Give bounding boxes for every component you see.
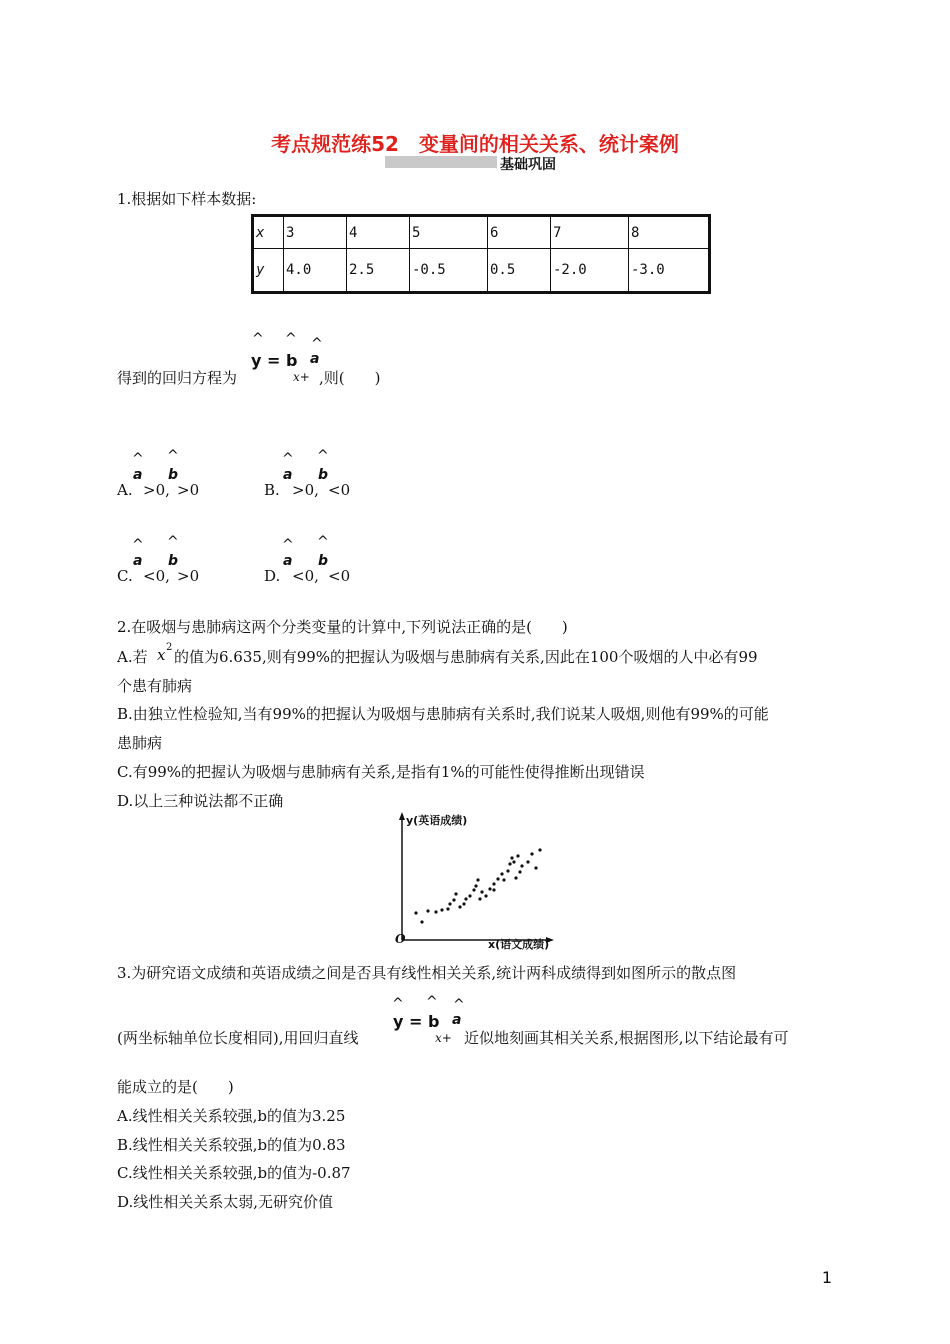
q3-stem-end: 能成立的是( ): [117, 1078, 234, 1096]
hat-mark: ^: [392, 996, 404, 1012]
y-axis-arrow: [399, 812, 405, 820]
scatter-points: [414, 848, 541, 923]
q3-option-c: C.线性相关关系较强,b的值为-0.87: [117, 1164, 351, 1182]
q2-option-d: D.以上三种说法都不正确: [117, 792, 284, 810]
table-cell: 8: [629, 216, 710, 249]
a-hat-symbol: a: [283, 553, 293, 569]
regression-x-term: x+: [293, 370, 310, 384]
scatter-point: [530, 852, 533, 855]
option-b-label: B.: [264, 481, 280, 499]
option-d-rel2: <0: [328, 567, 351, 585]
q3-stem-cont-suffix: 近似地刻画其相关关系,根据图形,以下结论最有可: [464, 1029, 789, 1047]
q3-stem-cont-prefix: (两坐标轴单位长度相同),用回归直线: [117, 1029, 359, 1047]
q2-option-a-cont: 个患有肺病: [117, 677, 193, 695]
q2-option-b: B.由独立性检验知,当有99%的把握认为吸烟与患肺病有关系时,我们说某人吸烟,则他有99%的可能: [117, 705, 769, 723]
q3-stem: 3.为研究语文成绩和英语成绩之间是否具有线性相关关系,统计两科成绩得到如图所示的散点图: [117, 964, 737, 982]
scatter-point: [434, 910, 437, 913]
table-cell: 4.0: [284, 249, 347, 293]
table-row-y: [253, 249, 710, 293]
scatter-point: [514, 876, 517, 879]
table-cell: 4: [347, 216, 410, 249]
hat-mark: ^: [317, 448, 329, 464]
table-cell: 5: [410, 216, 488, 249]
hat-mark: ^: [282, 451, 294, 467]
scatter-point: [452, 898, 455, 901]
section-bar: [385, 156, 497, 168]
chi-square-symbol: x: [157, 646, 166, 664]
option-a-rel2: >0: [177, 481, 200, 499]
scatter-origin: O: [395, 932, 406, 946]
table-cell: -3.0: [629, 249, 710, 293]
scatter-point: [474, 884, 477, 887]
table-cell: -0.5: [410, 249, 488, 293]
option-d-label: D.: [264, 567, 281, 585]
scatter-point: [510, 856, 513, 859]
table-cell: 2.5: [347, 249, 410, 293]
page-number: 1: [821, 1268, 832, 1287]
section-title: 基础巩固: [500, 157, 556, 173]
table-cell-y-label: y: [253, 249, 284, 293]
scatter-point: [448, 902, 451, 905]
hat-mark: ^: [167, 534, 179, 550]
hat-mark: ^: [252, 331, 264, 347]
scatter-point: [458, 905, 461, 908]
hat-mark: ^: [282, 537, 294, 553]
scatter-point: [454, 892, 457, 895]
a-hat-symbol: a: [133, 467, 143, 483]
b-hat-symbol: b: [168, 467, 179, 483]
q1-regression-prefix: 得到的回归方程为: [117, 369, 238, 387]
sample-data-table: [251, 214, 711, 294]
chi-square-exponent: 2: [166, 642, 173, 653]
scatter-point: [478, 897, 481, 900]
scatter-point: [414, 911, 417, 914]
scatter-point: [426, 909, 429, 912]
scatter-point: [440, 908, 443, 911]
q2-option-b-cont: 患肺病: [117, 734, 163, 752]
table-cell: -2.0: [551, 249, 629, 293]
q2-option-c: C.有99%的把握认为吸烟与患肺病有关系,是指有1%的可能性使得推断出现错误: [117, 763, 645, 781]
scatter-point: [516, 854, 519, 857]
scatter-point: [526, 860, 529, 863]
scatter-point: [506, 869, 509, 872]
a-hat-symbol: a: [310, 351, 320, 367]
a-hat-symbol: a: [283, 467, 293, 483]
scatter-point: [500, 872, 503, 875]
hat-mark: ^: [285, 331, 297, 347]
scatter-point: [520, 864, 523, 867]
q3-option-b: B.线性相关关系较强,b的值为0.83: [117, 1136, 346, 1154]
scatter-point: [492, 882, 495, 885]
scatter-point: [480, 890, 483, 893]
q3-option-a: A.线性相关关系较强,b的值为3.25: [117, 1107, 346, 1125]
table-cell: 3: [284, 216, 347, 249]
option-b-rel2: <0: [328, 481, 351, 499]
scatter-point: [488, 887, 491, 890]
scatter-point: [464, 897, 467, 900]
regression-equation: y = b: [251, 351, 298, 370]
scatter-point: [502, 878, 505, 881]
a-hat-symbol: a: [452, 1012, 462, 1028]
b-hat-symbol: b: [318, 553, 329, 569]
table-cell: 6: [488, 216, 551, 249]
scatter-point: [472, 888, 475, 891]
page-title: 考点规范练52 变量间的相关关系、统计案例: [271, 132, 679, 156]
scatter-plot: [390, 810, 570, 952]
q1-regression-suffix: ,则( ): [319, 369, 381, 387]
hat-mark: ^: [453, 997, 465, 1013]
option-a-label: A.: [117, 481, 133, 499]
hat-mark: ^: [132, 537, 144, 553]
scatter-point: [538, 848, 541, 851]
regression-line-eq: y = b: [393, 1012, 440, 1031]
scatter-point: [420, 920, 423, 923]
a-hat-symbol: a: [133, 553, 143, 569]
scatter-point: [484, 894, 487, 897]
scatter-point: [534, 866, 537, 869]
scatter-point: [492, 888, 495, 891]
option-c-rel2: >0: [177, 567, 200, 585]
scatter-point: [468, 894, 471, 897]
option-a-rel1: >0,: [143, 481, 170, 499]
table-cell: 7: [551, 216, 629, 249]
table-row-x: [253, 216, 710, 249]
scatter-x-label: x(语文成绩): [488, 938, 550, 951]
q1-stem: 1.根据如下样本数据:: [117, 190, 257, 208]
b-hat-symbol: b: [318, 467, 329, 483]
scatter-point: [462, 902, 465, 905]
option-b-rel1: >0,: [292, 481, 319, 499]
regression-x-term: x+: [435, 1031, 452, 1045]
option-c-rel1: <0,: [143, 567, 170, 585]
q2-stem: 2.在吸烟与患肺病这两个分类变量的计算中,下列说法正确的是( ): [117, 618, 568, 636]
hat-mark: ^: [132, 451, 144, 467]
q2-option-a-prefix: A.若: [117, 648, 148, 666]
scatter-point: [476, 878, 479, 881]
q3-option-d: D.线性相关关系太弱,无研究价值: [117, 1193, 334, 1211]
scatter-point: [512, 860, 515, 863]
option-d-rel1: <0,: [292, 567, 319, 585]
scatter-point: [446, 907, 449, 910]
b-hat-symbol: b: [168, 553, 179, 569]
table-cell: 0.5: [488, 249, 551, 293]
hat-mark: ^: [311, 336, 323, 352]
option-c-label: C.: [117, 567, 133, 585]
scatter-point: [508, 862, 511, 865]
hat-mark: ^: [426, 994, 438, 1010]
table-cell-x-label: x: [253, 216, 284, 249]
hat-mark: ^: [167, 448, 179, 464]
scatter-point: [496, 877, 499, 880]
scatter-y-label: y(英语成绩): [406, 814, 468, 827]
q2-option-a: 的值为6.635,则有99%的把握认为吸烟与患肺病有关系,因此在100个吸烟的人中必有99: [174, 648, 758, 666]
scatter-point: [518, 870, 521, 873]
hat-mark: ^: [317, 534, 329, 550]
